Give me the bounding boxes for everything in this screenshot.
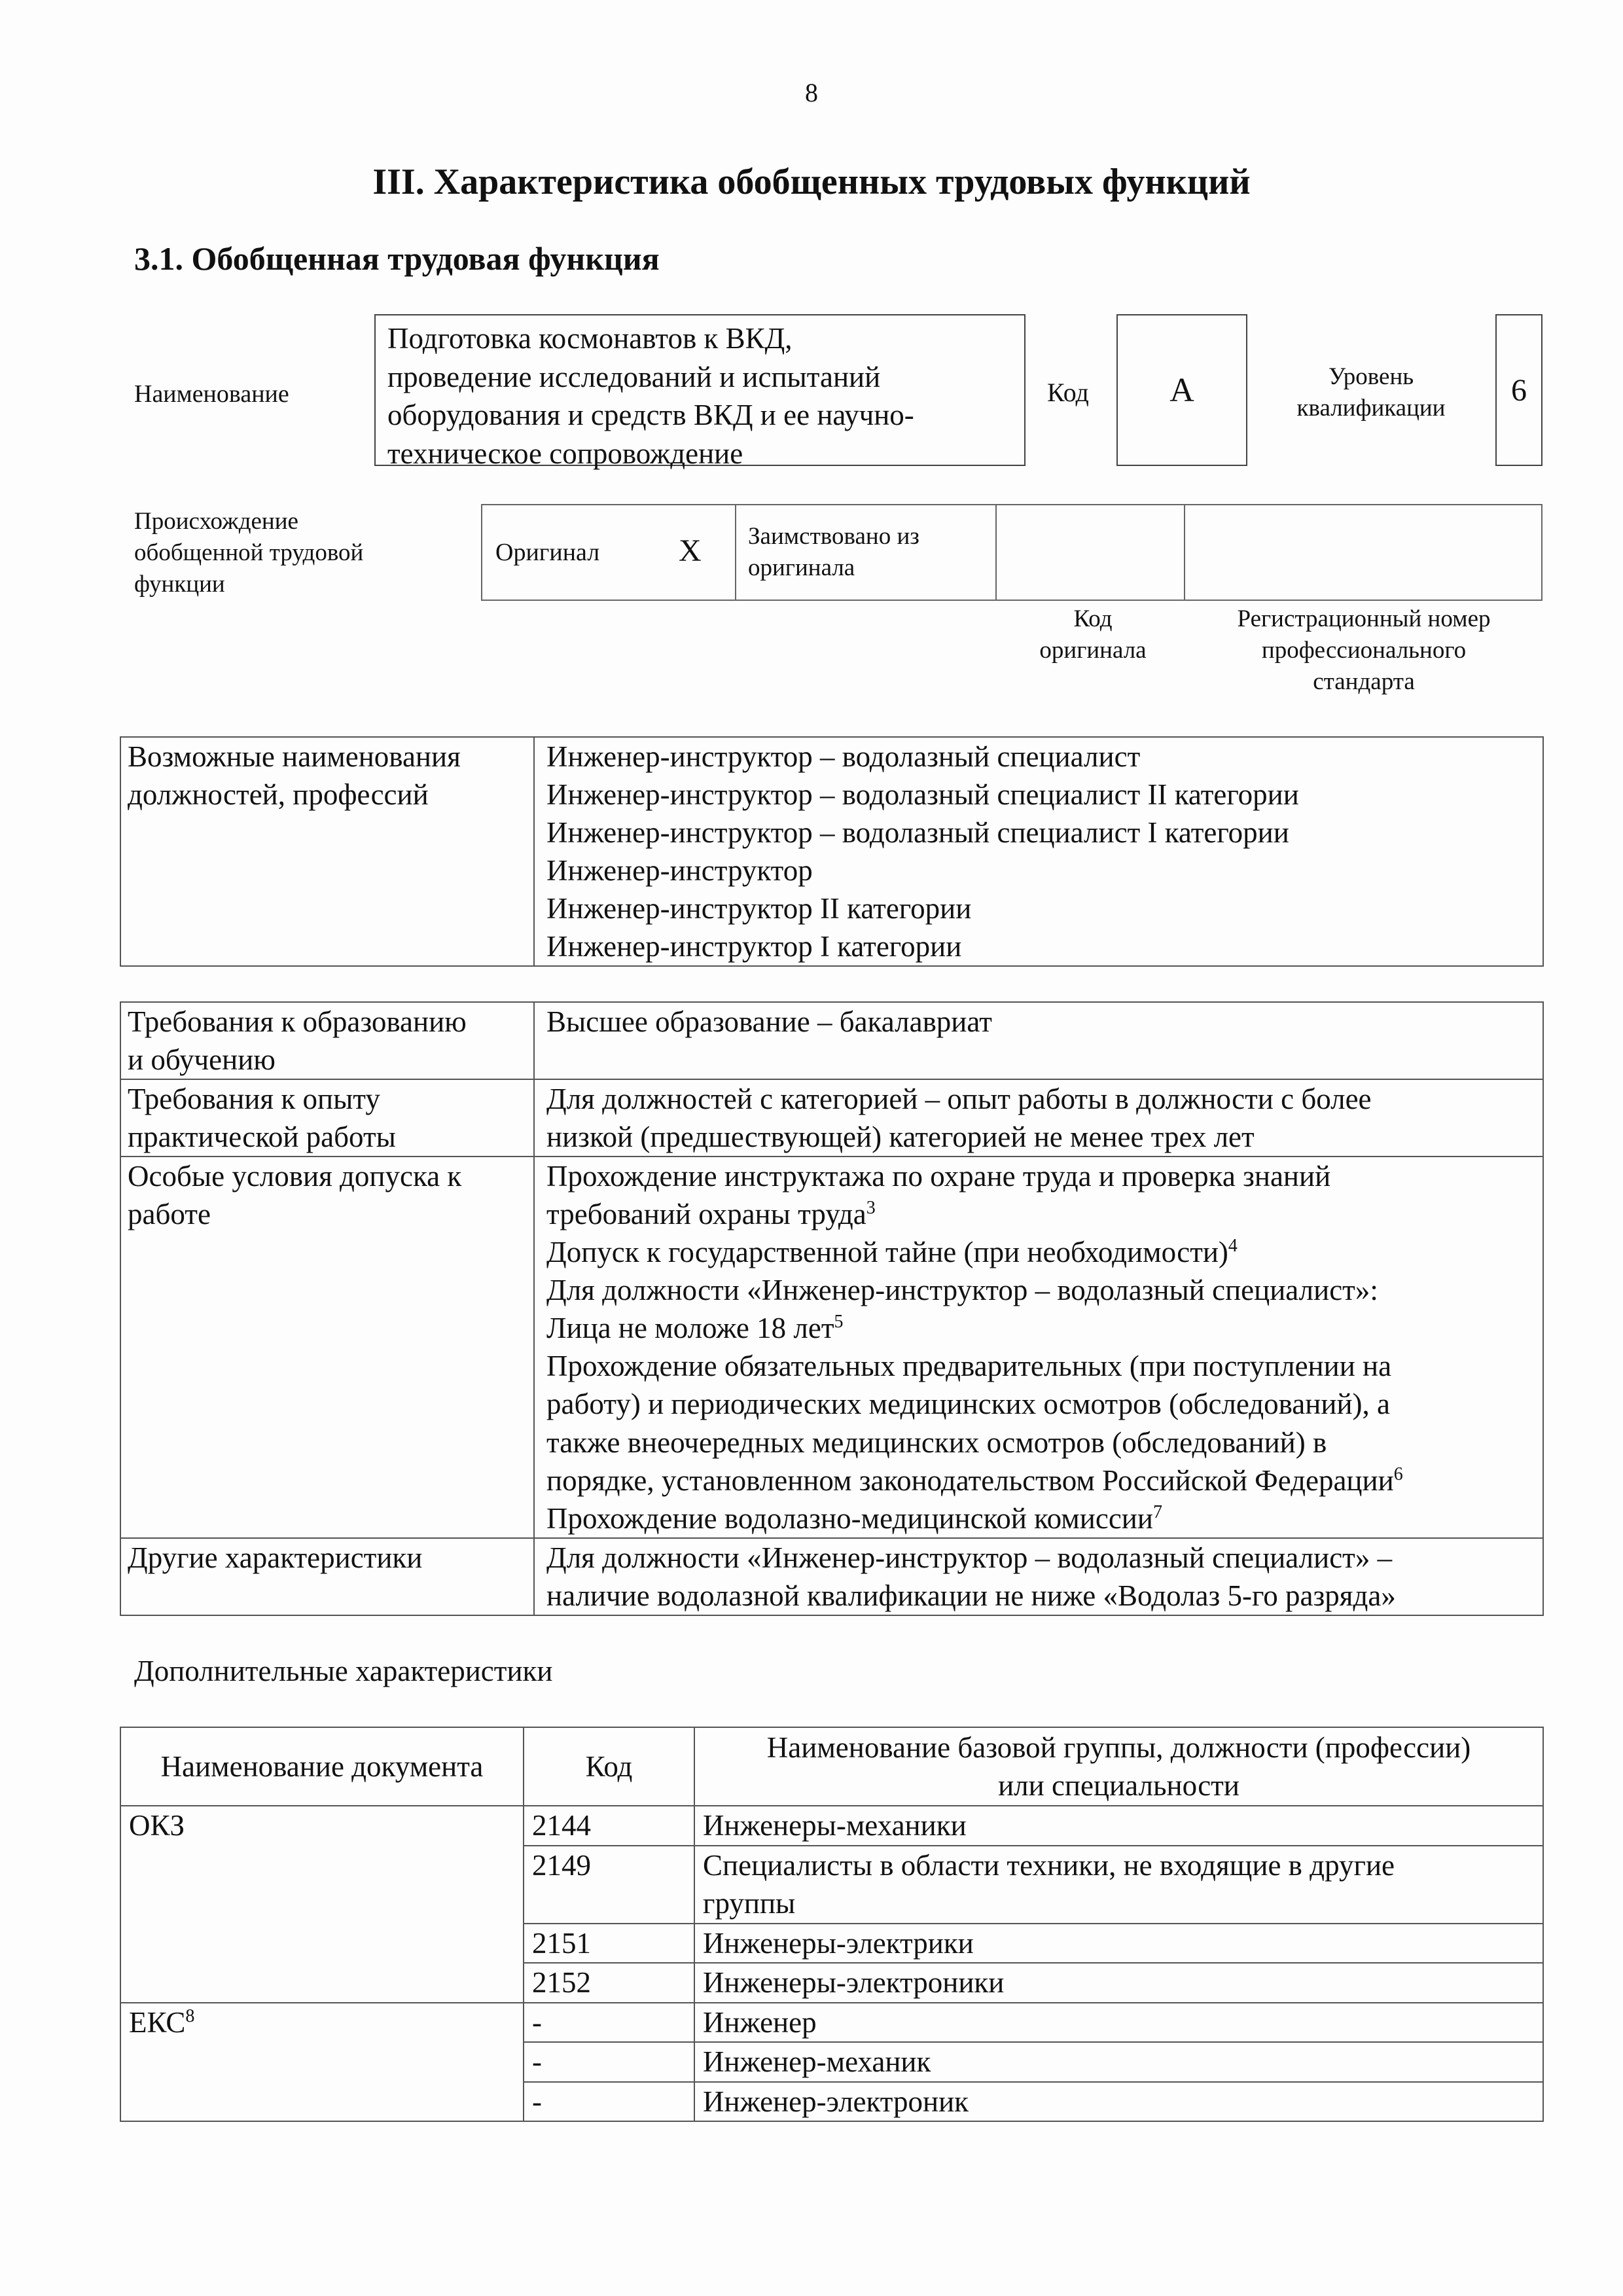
table-header-row <box>120 1727 1543 1806</box>
code-original-caption <box>998 603 1188 666</box>
code-cell: - <box>524 2003 694 2043</box>
value-text: Лица не моложе 18 лет <box>546 1312 834 1345</box>
caption-line: Регистрационный номер <box>1237 605 1491 632</box>
code-original-cell <box>995 504 1185 601</box>
name-label: Наименование <box>134 380 289 408</box>
special-value-cell <box>534 1157 1543 1537</box>
name-cell: Инженеры-электрики <box>694 1924 1543 1964</box>
code-cell: 2144 <box>524 1806 694 1846</box>
caption-line: оригинала <box>1039 637 1147 664</box>
level-label-line: Уровень <box>1328 363 1414 390</box>
borrowed-label-line: оригинала <box>748 554 855 582</box>
origin-label <box>134 506 363 600</box>
additional-heading: Дополнительные характеристики <box>134 1655 553 1687</box>
value-line: работу) и периодических медицинских осмотров (обследований), а <box>546 1388 1390 1421</box>
label-line: Требования к образованию <box>128 1005 467 1038</box>
code-label: Код <box>1047 378 1089 407</box>
table-row <box>120 1157 1543 1537</box>
level-value-box <box>1495 314 1543 466</box>
label-line: Требования к опыту <box>128 1083 380 1116</box>
eks-label: ЕКС <box>129 2005 186 2039</box>
special-label-cell <box>120 1157 534 1537</box>
list-item: Инженер-инструктор – водолазный специалист II категории <box>546 778 1299 812</box>
function-name-line: оборудования и средств ВКД и ее научно- <box>387 399 914 431</box>
list-item: Инженер-инструктор II категории <box>546 892 972 925</box>
table-row <box>120 2003 1543 2043</box>
value-line: Для должностей с категорией – опыт работы в должности с более <box>546 1083 1372 1116</box>
value-line <box>546 1233 1536 1271</box>
name-cell: Инженеры-электроники <box>694 1963 1543 2003</box>
code-cell: - <box>524 2082 694 2122</box>
value-line <box>546 1309 1536 1347</box>
label-line: Возможные наименования <box>128 740 461 773</box>
other-value-cell <box>534 1538 1543 1615</box>
list-item: Инженер-инструктор <box>546 854 813 888</box>
value-line: наличие водолазной квалификации не ниже «Водолаз 5-го разряда» <box>546 1579 1396 1612</box>
reg-number-cell <box>1184 504 1543 601</box>
experience-value-cell <box>534 1079 1543 1157</box>
function-name-box <box>374 314 1026 470</box>
footnote-ref: 4 <box>1228 1236 1238 1257</box>
list-item: Инженер-инструктор – водолазный специалист I категории <box>546 816 1289 850</box>
additional-table <box>120 1727 1544 2122</box>
education-label-cell <box>120 1002 534 1079</box>
function-name-line: Подготовка космонавтов к ВКД, <box>387 322 793 355</box>
origin-label-line: функции <box>134 571 225 598</box>
original-label: Оригинал <box>495 539 600 566</box>
name-cell: Инженеры-механики <box>694 1806 1543 1846</box>
code-cell: 2152 <box>524 1963 694 2003</box>
table-row <box>120 1079 1543 1157</box>
level-value: 6 <box>1511 372 1527 408</box>
caption-line: профессионального <box>1261 637 1467 664</box>
original-cell <box>481 504 736 601</box>
value-line <box>546 1195 1536 1233</box>
value-line: низкой (предшествующей) категорией не менее трех лет <box>546 1121 1255 1154</box>
footnote-ref: 8 <box>185 2005 195 2026</box>
code-cell: 2149 <box>524 1846 694 1924</box>
origin-table <box>481 504 1543 601</box>
footnote-ref: 5 <box>834 1312 844 1333</box>
level-label <box>1270 361 1472 424</box>
reg-number-caption <box>1185 603 1543 698</box>
col-header-doc: Наименование документа <box>120 1727 524 1806</box>
label-line: и обучению <box>128 1043 276 1077</box>
value-text: Прохождение водолазно-медицинской комиссии <box>546 1501 1153 1535</box>
value-line <box>546 1462 1536 1499</box>
table-row <box>120 1806 1543 1846</box>
name-cell: Инженер-механик <box>694 2042 1543 2082</box>
value-line: Для должности «Инженер-инструктор – водолазный специалист» – <box>546 1541 1393 1574</box>
value-text: порядке, установленном законодательством Российской Федерации <box>546 1463 1394 1497</box>
header-line: или специальности <box>998 1769 1240 1802</box>
experience-label-cell <box>120 1079 534 1157</box>
borrowed-label-line: Заимствовано из <box>748 523 919 550</box>
value-line: Прохождение инструктажа по охране труда и проверка знаний <box>546 1160 1331 1193</box>
list-item: Инженер-инструктор – водолазный специалист <box>546 740 1141 773</box>
positions-list-cell <box>534 737 1543 966</box>
other-label-cell <box>120 1538 534 1615</box>
page-number: 8 <box>805 78 818 107</box>
value-line: Для должности «Инженер-инструктор – водолазный специалист»: <box>546 1274 1378 1307</box>
caption-line: стандарта <box>1313 668 1415 696</box>
value-line <box>546 1499 1536 1537</box>
footnote-ref: 3 <box>866 1198 876 1219</box>
value-line: также внеочередных медицинских осмотров (обследований) в <box>546 1426 1327 1459</box>
code-value-box <box>1116 314 1247 466</box>
table-row <box>120 737 1543 966</box>
value-line: Прохождение обязательных предварительных (при поступлении на <box>546 1350 1392 1383</box>
origin-label-line: Происхождение <box>134 508 298 535</box>
table-row <box>120 1538 1543 1615</box>
code-value: А <box>1169 371 1194 409</box>
col-header-code: Код <box>524 1727 694 1806</box>
function-name-line: техническое сопровождение <box>387 437 743 470</box>
label-line: Другие характеристики <box>128 1541 423 1574</box>
label-line: практической работы <box>128 1121 396 1154</box>
value-text: требований охраны труда <box>546 1198 866 1231</box>
education-value-cell <box>534 1002 1543 1079</box>
caption-line: Код <box>1073 605 1113 632</box>
table-row <box>120 1002 1543 1079</box>
requirements-table <box>120 1001 1544 1616</box>
okz-doc-cell: ОКЗ <box>120 1806 524 2003</box>
label-line: должностей, профессий <box>128 778 429 812</box>
level-label-line: квалификации <box>1296 395 1446 422</box>
origin-label-line: обобщенной трудовой <box>134 539 364 567</box>
value-text: Допуск к государственной тайне (при необходимости) <box>546 1236 1228 1269</box>
positions-table <box>120 736 1544 967</box>
positions-label-cell <box>120 737 534 966</box>
eks-doc-cell <box>120 2003 524 2122</box>
name-cell: Инженер-электроник <box>694 2082 1543 2122</box>
name-line: Специалисты в области техники, не входящие в другие <box>703 1848 1395 1882</box>
name-cell: Инженер <box>694 2003 1543 2043</box>
original-mark: X <box>679 533 702 568</box>
name-cell <box>694 1846 1543 1924</box>
section-title: III. Характеристика обобщенных трудовых функций <box>372 162 1251 202</box>
list-item: Инженер-инструктор I категории <box>546 930 962 963</box>
code-cell: 2151 <box>524 1924 694 1964</box>
footnote-ref: 7 <box>1152 1501 1162 1522</box>
borrowed-cell <box>735 504 997 601</box>
code-cell: - <box>524 2042 694 2082</box>
footnote-ref: 6 <box>1393 1463 1403 1484</box>
header-line: Наименование базовой группы, должности (профессии) <box>766 1731 1471 1764</box>
col-header-name <box>694 1727 1543 1806</box>
label-line: Особые условия допуска к <box>128 1160 462 1193</box>
function-name-line: проведение исследований и испытаний <box>387 360 881 393</box>
label-line: работе <box>128 1198 211 1231</box>
education-value: Высшее образование – бакалавриат <box>546 1005 992 1038</box>
name-line: группы <box>703 1887 796 1920</box>
subsection-title: 3.1. Обобщенная трудовая функция <box>134 240 660 277</box>
